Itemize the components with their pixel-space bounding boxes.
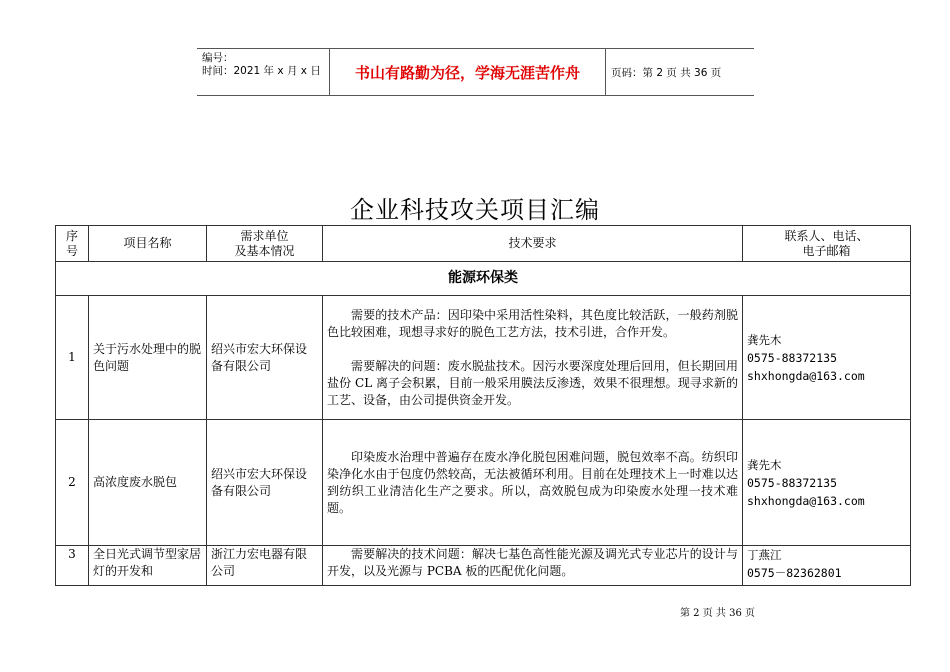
contact-email: shxhongda@163.com [747, 368, 865, 383]
contact-phone: 0575-88372135 [747, 350, 838, 365]
header-seq: 序 号 [56, 226, 89, 262]
page-header [197, 48, 754, 96]
contact-email: shxhongda@163.com [747, 493, 865, 508]
contact-name: 龚先木 [747, 332, 782, 347]
header-unit: 需求单位 及基本情况 [207, 226, 323, 262]
requirement-paragraph: 需要的技术产品：因印染中采用活性染料，其色度比较活跃，一般药剂脱色比较困难，现想寻求好的脱色工艺方法，技术引进，合作开发。 [327, 307, 738, 339]
header-name: 项目名称 [89, 226, 207, 262]
project-table [55, 225, 911, 586]
requirement-paragraph: 印染废水治理中普遍存在废水净化脱包困难问题，脱包效率不高。纺织印染净化水由于包度仍然较高，无法被循环利用。目前在处理技术上一时难以达到纺织工业清洁化生产之要求。所以，高效脱包成为印染废水处理一技术难题。 [327, 449, 738, 515]
header-number-label: 编号： [202, 52, 234, 64]
row-project-name: 全日光式调节型家居灯的开发和 [89, 546, 207, 586]
contact-phone: 0575-88372135 [747, 475, 838, 490]
row-contact [743, 296, 911, 420]
table-row [56, 420, 911, 546]
header-time-label: 时间：2021 年 x 月 x 日 [202, 65, 321, 77]
table-row [56, 296, 911, 420]
row-requirements [323, 420, 743, 546]
category-label: 能源环保类 [56, 262, 911, 296]
table-header-row [56, 226, 911, 262]
row-unit: 绍兴市宏大环保设备有限公司 [207, 420, 323, 546]
table-row [56, 546, 911, 586]
row-unit: 绍兴市宏大环保设备有限公司 [207, 296, 323, 420]
row-seq: 2 [56, 420, 89, 546]
contact-name: 丁燕江 [747, 548, 782, 562]
contact-phone: 0575－82362801 [747, 566, 842, 580]
header-requirements: 技术要求 [323, 226, 743, 262]
row-seq: 3 [56, 546, 89, 586]
requirement-paragraph: 需要解决的问题：废水脱盐技术。因污水要深度处理后回用，但长期回用盐份 CL 离子会积累，目前一般采用膜法反渗透，效果不很理想。现寻求新的工艺、设备，由公司提供资金开发。 [327, 358, 738, 407]
row-requirements [323, 296, 743, 420]
header-contact: 联系人、电话、 电子邮箱 [743, 226, 911, 262]
row-contact [743, 546, 911, 586]
header-page-label: 页码：第 2 页 共 36 页 [611, 66, 722, 79]
page-footer: 第 2 页 共 36 页 [680, 608, 755, 619]
row-project-name: 高浓度废水脱包 [89, 420, 207, 546]
header-meta [197, 49, 330, 95]
category-row [56, 262, 911, 296]
header-motto: 书山有路勤为径，学海无涯苦作舟 [330, 49, 606, 95]
row-requirements [323, 546, 743, 586]
row-contact [743, 420, 911, 546]
row-unit: 浙江力宏电器有限公司 [207, 546, 323, 586]
requirement-paragraph: 需要解决的技术问题：解决七基色高性能光源及调光式专业芯片的设计与开发，以及光源与 PCBA 板的匹配优化问题。 [327, 547, 738, 578]
row-seq: 1 [56, 296, 89, 420]
row-project-name: 关于污水处理中的脱色问题 [89, 296, 207, 420]
contact-name: 龚先木 [747, 457, 782, 472]
document-title: 企业科技攻关项目汇编 [350, 196, 600, 224]
